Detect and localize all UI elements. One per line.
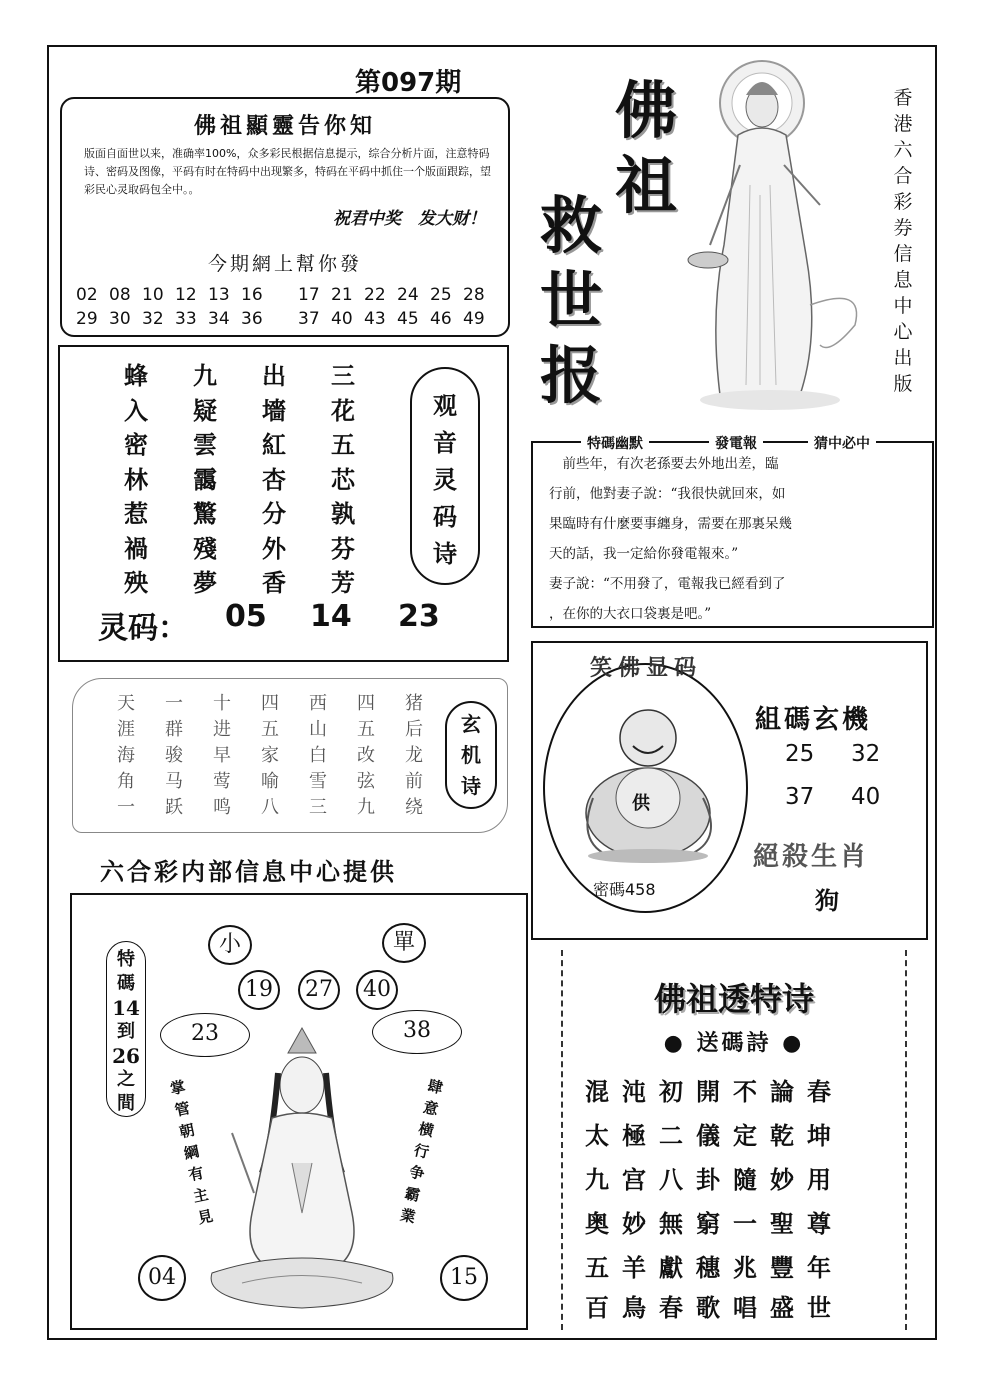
verse-char: 業: [398, 1205, 418, 1227]
number: 13: [208, 285, 230, 305]
scroll-char: 九: [357, 797, 375, 818]
number: 12: [175, 285, 197, 305]
number: 30: [109, 309, 131, 329]
scroll-char: 进: [213, 719, 231, 740]
poem-row: 奥妙無窮一聖尊: [585, 1209, 844, 1238]
poem-char: 林: [124, 464, 148, 494]
range-char: 26: [112, 1044, 140, 1068]
poem-char: 五: [331, 430, 355, 459]
verse-char: 意: [421, 1098, 440, 1119]
poem-char: 杏: [262, 464, 286, 494]
number: 28: [463, 285, 485, 305]
poem-char: 芳: [331, 568, 355, 597]
guanyin-poem-box: [58, 345, 509, 662]
scroll-column: [351, 691, 381, 821]
numbers-row-1: [76, 285, 496, 305]
title-char: 世: [540, 264, 603, 337]
provider-text: 六合彩内部信息中心提供: [100, 857, 397, 886]
range-char: 特: [117, 949, 135, 970]
lingma-label: 灵码：: [98, 611, 188, 646]
verse-char: 掌: [168, 1077, 188, 1099]
scroll-char: 群: [165, 719, 183, 740]
scroll-char: 前: [405, 771, 423, 792]
number: 40: [331, 309, 353, 329]
joke-line: 行前，他對妻子說：“我很快就回來，如: [549, 486, 786, 502]
number: 49: [463, 309, 485, 329]
buddha-special-poem: [561, 950, 907, 1330]
poem-column: [116, 359, 156, 601]
scroll-char: 喻: [261, 771, 279, 792]
combo-number: 37: [785, 784, 815, 810]
range-char: 之: [117, 1069, 135, 1090]
bottom-left-number: 04: [138, 1255, 186, 1301]
number: 33: [175, 309, 197, 329]
label-text: 观音灵码诗: [433, 391, 457, 568]
range-char: 碼: [117, 973, 135, 994]
scroll-char: 绕: [405, 797, 423, 818]
scroll-char: 雪: [309, 771, 327, 792]
lingma-number: 23: [398, 599, 440, 634]
top-number: 27: [298, 970, 340, 1010]
special-range-badge: [106, 941, 146, 1117]
poem-char: 惹: [124, 499, 148, 528]
number: 17: [298, 285, 320, 305]
poem-char: 九: [193, 361, 217, 390]
poem-char: 密: [124, 430, 148, 459]
joke-line: 妻子說：“不用發了，電報我已經看到了: [549, 576, 786, 592]
scroll-char: 西: [309, 693, 327, 714]
number: 37: [298, 309, 320, 329]
small-circle: 小: [208, 925, 252, 965]
joke-line: 天的話，我一定給你發電報來。”: [549, 546, 739, 562]
scroll-char: 十: [213, 693, 231, 714]
verse-char: 管: [173, 1099, 192, 1120]
buddha-offer-text: 供: [632, 793, 650, 814]
scroll-column: [303, 691, 333, 821]
scroll-char: 角: [117, 771, 135, 792]
scroll-char: 天: [117, 693, 135, 714]
poem-char: 夢: [193, 568, 217, 597]
scroll-column: [159, 691, 189, 821]
xuanji-label: [445, 701, 497, 809]
poem-char: 殃: [124, 568, 148, 597]
poem-char: 芯: [331, 464, 355, 494]
xuanji-poem-scroll: [72, 678, 508, 833]
verse-char: 有: [186, 1163, 206, 1185]
code-poem-subtitle: ● 送碼詩 ●: [663, 1030, 805, 1056]
scroll-column: [399, 691, 429, 821]
notice-box: [60, 97, 510, 337]
verse-char: 霸: [403, 1184, 422, 1205]
top-number: 19: [238, 970, 280, 1010]
title-char: 祖: [615, 149, 678, 222]
number: 36: [241, 309, 263, 329]
notice-wish: 祝君中奖 发大财！: [333, 209, 486, 229]
poem-char: 紅: [262, 430, 286, 459]
poem-row: 百鳥春歌唱盛世: [585, 1293, 844, 1322]
laughing-buddha-image: [573, 698, 723, 863]
number: 43: [364, 309, 386, 329]
combo-number: 40: [851, 784, 881, 810]
verse-char: 行: [412, 1141, 431, 1162]
combo-title: 組碼玄機: [755, 705, 872, 735]
laughing-buddha-box: [531, 641, 928, 940]
kill-zodiac-value: 狗: [815, 886, 839, 915]
poem-char: 出: [262, 361, 286, 390]
range-char: 間: [117, 1093, 135, 1114]
poem-char: 殘: [193, 533, 217, 563]
notice-title: 佛祖顯靈告你知: [193, 113, 376, 139]
lingma-number: 05: [225, 599, 267, 634]
poem-row: 混沌初開不論春: [585, 1077, 844, 1106]
joke-box: [531, 436, 934, 628]
title-char: 报: [540, 339, 603, 412]
label-char: 玄: [461, 712, 481, 736]
number: 08: [109, 285, 131, 305]
poem-char: 孰: [331, 499, 355, 528]
guanyin-poem-label: [410, 367, 480, 585]
title-char: 佛: [615, 74, 678, 147]
special-poem-title: 佛祖透特诗: [653, 980, 814, 1018]
right-oval-number: 38: [372, 1010, 462, 1054]
scroll-char: 改: [357, 745, 375, 766]
scroll-char: 山: [309, 719, 327, 740]
buddha-arc-title: 笑佛显码: [589, 655, 702, 681]
scroll-char: 龙: [405, 745, 423, 766]
scroll-char: 家: [261, 745, 279, 766]
verse-char: 見: [196, 1206, 215, 1228]
scroll-char: 八: [261, 797, 279, 818]
subtitle-text: 送碼詩: [696, 1030, 772, 1056]
label-char: 诗: [461, 774, 481, 798]
poem-char: 外: [262, 533, 286, 563]
scroll-char: 五: [357, 719, 375, 740]
number: 29: [76, 309, 98, 329]
number: 21: [331, 285, 353, 305]
poem-row: 五羊獻穗兆豐年: [585, 1253, 844, 1282]
poem-char: 香: [262, 568, 286, 597]
number: 22: [364, 285, 386, 305]
range-char: 14: [112, 996, 140, 1020]
combo-number: 32: [851, 741, 881, 767]
scroll-char: 涯: [117, 719, 135, 740]
scroll-char: 后: [405, 719, 423, 740]
number: 24: [397, 285, 419, 305]
joke-line: ，在你的大衣口袋裏是吧。”: [549, 606, 712, 622]
number: 32: [142, 309, 164, 329]
issue-number: 第097期: [355, 68, 462, 98]
number: 46: [430, 309, 452, 329]
publisher-text: 香港六合彩券信息中心出版: [893, 87, 913, 395]
verse-char: 横: [416, 1119, 436, 1141]
poem-char: 禍: [124, 533, 148, 563]
verse-char: 主: [191, 1185, 210, 1206]
scroll-column: [111, 691, 141, 821]
poem-column: [254, 359, 294, 601]
special-code-box: [70, 893, 528, 1330]
poem-char: 疑: [193, 395, 217, 425]
combo-number: 25: [785, 741, 815, 767]
secret-code: 密碼458: [593, 880, 656, 899]
poem-char: 入: [124, 395, 148, 425]
title-char: 救: [540, 189, 603, 262]
numbers-row-2: [76, 309, 496, 329]
poem-char: 驚: [193, 499, 217, 528]
number: 25: [430, 285, 452, 305]
poem-char: 花: [331, 395, 355, 425]
poem-char: 分: [262, 499, 286, 528]
scroll-char: 一: [165, 693, 183, 714]
lingma-number: 14: [310, 599, 352, 634]
poem-char: 三: [331, 361, 355, 390]
range-char: 到: [117, 1021, 135, 1042]
number: 16: [241, 285, 263, 305]
scroll-char: 鸣: [213, 797, 231, 818]
number: 02: [76, 285, 98, 305]
label-char: 机: [461, 743, 481, 767]
scroll-char: 莺: [213, 771, 231, 792]
verse-char: 綱: [182, 1142, 201, 1163]
scroll-char: 四: [357, 693, 375, 714]
scroll-char: 马: [165, 771, 183, 792]
scroll-char: 三: [309, 797, 327, 818]
scroll-char: 海: [117, 745, 135, 766]
joke-text: [549, 449, 929, 629]
notice-subtitle: 今期網上幫你發: [207, 253, 362, 275]
verse-char: 争: [407, 1162, 427, 1184]
joke-header-2: 發電報: [709, 433, 763, 453]
poem-column: [323, 359, 363, 601]
joke-line: 果臨時有什麼要事纏身，需要在那裏呆幾: [549, 516, 792, 532]
poem-char: 靄: [193, 464, 217, 494]
scroll-char: 一: [117, 797, 135, 818]
poem-char: 雲: [193, 430, 217, 459]
left-oval-number: 23: [160, 1013, 250, 1057]
verse-char: 朝: [177, 1120, 197, 1142]
number: 10: [142, 285, 164, 305]
top-number: 40: [356, 970, 398, 1010]
joke-line: 前些年，有次老孫要去外地出差，臨: [549, 456, 779, 472]
scroll-char: 猪: [405, 693, 423, 714]
scroll-char: 五: [261, 719, 279, 740]
joke-header-1: 特碼幽默: [581, 433, 649, 453]
number: 45: [397, 309, 419, 329]
seated-guanyin-image: [202, 1023, 412, 1318]
poem-row: 九宫八卦隨妙用: [585, 1165, 844, 1194]
scroll-column: [255, 691, 285, 821]
poem-row: 太極二儀定乾坤: [585, 1121, 844, 1150]
bottom-right-number: 15: [440, 1255, 488, 1301]
scroll-char: 早: [213, 745, 231, 766]
guanyin-figure-image: [680, 55, 880, 425]
scroll-char: 弦: [357, 771, 375, 792]
scroll-char: 跃: [165, 797, 183, 818]
poem-char: 蜂: [124, 361, 148, 390]
number: 34: [208, 309, 230, 329]
poem-column: [185, 359, 225, 601]
poem-char: 芬: [331, 533, 355, 563]
joke-header-3: 猜中必中: [808, 433, 876, 453]
scroll-char: 四: [261, 693, 279, 714]
verse-char: 肆: [426, 1076, 445, 1098]
poem-char: 墻: [262, 395, 286, 425]
notice-body: 版面自面世以来，准确率100%，众多彩民根据信息提示，综合分析片面，注意特码诗、密码及图像，平码有时在特码中出现繁多，特码在平码中抓住一个版面跟踪，望彩民心灵取码包全中。。: [84, 147, 491, 196]
scroll-char: 骏: [165, 745, 183, 766]
kill-zodiac-title: 絕殺生肖: [753, 842, 870, 872]
single-circle: 單: [382, 923, 426, 963]
scroll-column: [207, 691, 237, 821]
scroll-char: 白: [309, 745, 327, 766]
